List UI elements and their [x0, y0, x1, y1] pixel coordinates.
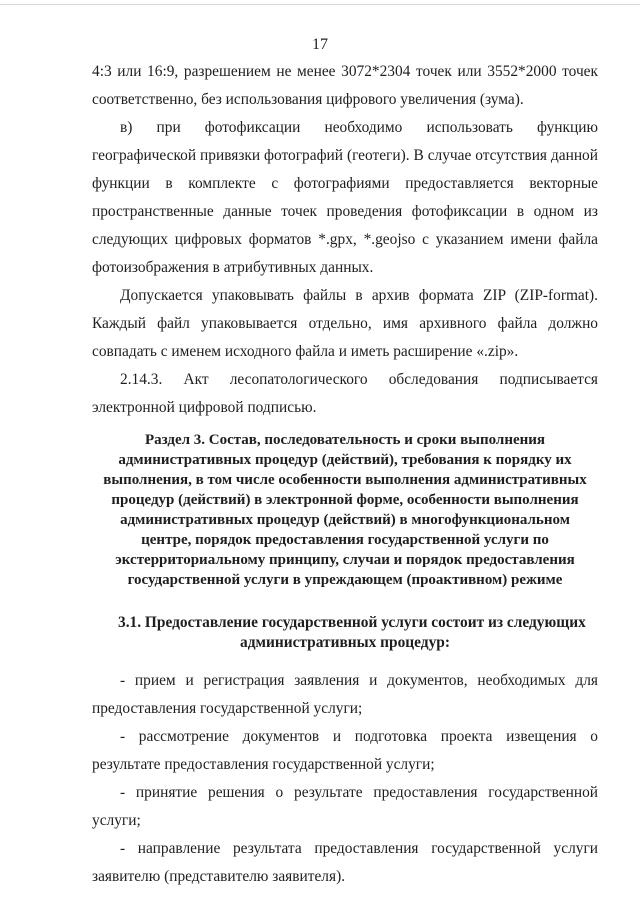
list-item: - принятие решения о результате предоставления государственной	[120, 784, 598, 801]
list-item: результате предоставления государственной услуги;	[92, 756, 435, 773]
page-number: 17	[312, 36, 328, 53]
paragraph-line: Каждый файл упаковывается отдельно, имя архивного файла должно	[92, 315, 598, 332]
section-heading-line: государственной услуги в упреждающем (проактивном) режиме	[127, 572, 563, 588]
list-item: - прием и регистрация заявления и документов, необходимых для	[120, 672, 598, 689]
paragraph-line: следующих цифровых форматов *.gpx, *.geojso с указанием имени файла	[92, 231, 598, 248]
scan-edge	[0, 4, 640, 5]
paragraph-line: соответственно, без использования цифрового увеличения (зума).	[92, 91, 524, 108]
section-heading-line: процедур (действий) в электронной форме, особенности выполнения	[111, 492, 579, 508]
paragraph-line: функции в комплекте с фотографиями предоставляется векторные	[92, 175, 598, 192]
paragraph-line: фотоизображения в атрибутивных данных.	[92, 259, 374, 276]
paragraph-line: 2.14.3. Акт лесопатологического обследования подписывается	[120, 371, 598, 388]
list-item: - направление результата предоставления государственной услуги	[120, 840, 598, 857]
paragraph-line: совпадать с именем исходного файла и иметь расширение «.zip».	[92, 343, 519, 360]
section-heading-line: административных процедур (действий) в многофункциональном	[120, 512, 570, 528]
section-heading-line: выполнения, в том числе особенности выполнения административных	[103, 472, 587, 488]
subsection-heading-line: 3.1. Предоставление государственной услуги состоит из следующих	[118, 614, 586, 631]
paragraph-line: в) при фотофиксации необходимо использовать функцию	[120, 119, 598, 136]
list-item: услуги;	[92, 812, 141, 829]
section-heading-line: административных процедур (действий), требования к порядку их	[118, 452, 572, 468]
paragraph-line: Допускается упаковывать файлы в архив формата ZIP (ZIP-format).	[120, 287, 598, 304]
paragraph-line: электронной цифровой подписью.	[92, 399, 317, 416]
paragraph-line: пространственные данные точек проведения фотофиксации в одном из	[92, 203, 598, 220]
list-item: заявителю (представителю заявителя).	[92, 868, 346, 885]
section-heading-line: центре, порядок предоставления государственной услуги по	[141, 532, 549, 548]
paragraph-line: 4:3 или 16:9, разрешением не менее 3072*2304 точек или 3552*2000 точек	[92, 63, 598, 80]
subsection-heading-line: административных процедур:	[240, 634, 450, 651]
list-item: - рассмотрение документов и подготовка проекта извещения о	[120, 728, 598, 745]
list-item: предоставления государственной услуги;	[92, 700, 363, 717]
section-heading-line: экстерриториальному принципу, случаи и порядок предоставления	[115, 552, 575, 568]
paragraph-line: географической привязки фотографий (геотеги). В случае отсутствия данной	[92, 147, 598, 164]
section-heading-line: Раздел 3. Состав, последовательность и сроки выполнения	[144, 432, 546, 448]
